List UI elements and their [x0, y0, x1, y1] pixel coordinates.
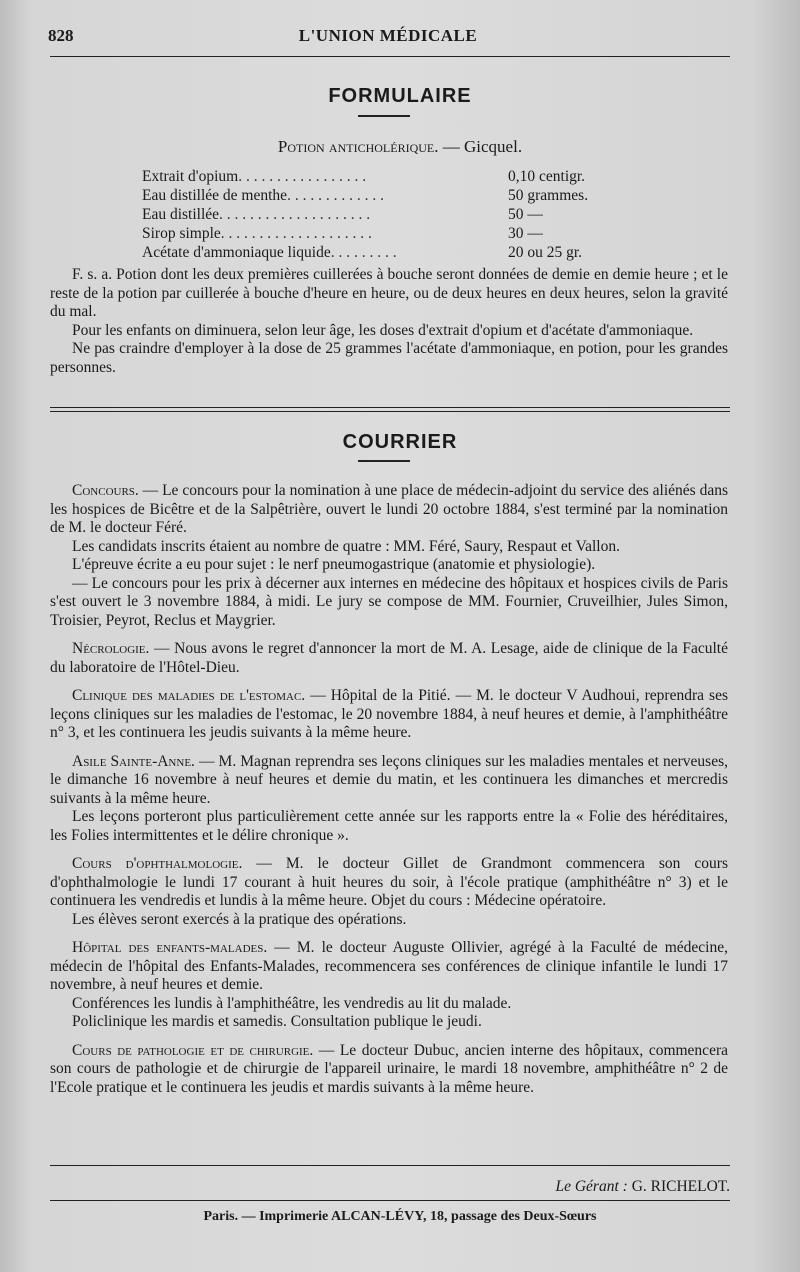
paragraph: Ne pas craindre d'employer à la dose de 25 grammes l'acétate d'ammoniaque, en potion, pour les grandes personnes.: [50, 340, 728, 376]
formulaire-heading: FORMULAIRE: [328, 85, 472, 107]
recipe-ingredient: Sirop simple: [142, 225, 221, 242]
item-lead: Nécrologie.: [72, 640, 150, 657]
formulaire-text: [50, 266, 728, 377]
leader-dots: . . . . . . . . . . . . . . . . . . . .: [219, 206, 371, 223]
section-rule: [50, 407, 730, 408]
printer-footer: Paris. — Imprimerie ALCAN-LÉVY, 18, passage des Deux-Sœurs: [203, 1209, 597, 1224]
leader-dots: . . . . . . . . . . . . .: [287, 187, 384, 204]
item-text: — Le docteur Dubuc, ancien interne des hôpitaux, commencera son cours de pathologie et de chirurgie de l'appareil urinaire, le mardi 18 novembre, amphithéâtre n° 2 de l'Ecole pratique et le continuera les jeudis et mardis suivants à la même heure.: [50, 1041, 728, 1096]
item-text: — M. Magnan reprendra ses leçons cliniques sur les maladies mentales et nerveuses, le dimanche 16 novembre à neuf heures et demie du matin, et les continuera les dimanches et mercredis suivants à la même heure.: [50, 752, 728, 807]
potion-title-name: Potion anticholérique.: [277, 137, 439, 156]
news-item: [50, 911, 728, 930]
news-item: [50, 1013, 728, 1032]
news-item: [50, 556, 728, 575]
news-item: [50, 538, 728, 557]
potion-title: [0, 137, 800, 157]
news-item: [50, 687, 728, 743]
recipe-row: [142, 186, 642, 205]
journal-title: L'UNION MÉDICALE: [298, 26, 478, 45]
page-number: 828: [48, 26, 74, 45]
paragraph: F. s. a. Potion dont les deux premières cuillerées à bouche seront données de demie en demie heure ; et le reste de la potion par cuillerée à bouche d'heure en heure, ou de deux heures en deux heures, selon la gravité du mal.: [50, 266, 728, 320]
recipe-dose: 20 ou 25 gr.: [508, 244, 583, 261]
item-text: Policlinique les mardis et samedis. Consultation publique le jeudi.: [72, 1013, 482, 1030]
recipe-ingredient: Eau distillée: [142, 206, 220, 223]
news-item: [50, 939, 728, 995]
paragraph: Pour les enfants on diminuera, selon leur âge, les doses d'extrait d'opium et d'acétate d'ammoniaque.: [72, 321, 694, 339]
closing-rule: [50, 1165, 730, 1166]
recipe-ingredient: Acétate d'ammoniaque liquide: [142, 244, 331, 261]
recipe-ingredient: Extrait d'opium: [142, 168, 239, 185]
item-lead: Asile Sainte-Anne.: [72, 752, 195, 770]
leader-dots: . . . . . . . . . . . . . . . . . . . .: [220, 225, 372, 242]
recipe-dose: 50 grammes.: [508, 187, 589, 204]
news-item: [50, 1042, 728, 1098]
item-text: — M. le docteur Auguste Ollivier, agrégé à la Faculté de médecine, médecin de l'hôpital des Enfants-Malades, recommencera ses conférences de clinique infantile le lundi 17 novembre, à neuf heures et demie.: [50, 939, 728, 993]
section-rule: [50, 411, 730, 412]
item-lead: Hôpital des enfants-malades.: [72, 939, 268, 956]
item-text: Conférences les lundis à l'amphithéâtre, les vendredis au lit du malade.: [72, 994, 512, 1012]
item-text: — Nous avons le regret d'annoncer la mort de M. A. Lesage, aide de clinique de la Faculté du laboratoire de l'Hôtel-Dieu.: [50, 640, 728, 676]
news-item: [50, 855, 728, 911]
item-text: Les élèves seront exercés à la pratique des opérations.: [72, 910, 407, 928]
courrier-heading: COURRIER: [342, 431, 458, 453]
item-lead: Concours.: [72, 482, 139, 499]
item-lead: Cours d'ophthalmologie.: [72, 855, 243, 872]
recipe-table: [142, 167, 642, 262]
news-item: [50, 808, 728, 845]
news-item: [50, 995, 728, 1014]
item-text: — M. le docteur Gillet de Grandmont commencera son cours d'ophthalmologie le lundi 17 courant à huit heures du soir, à l'école pratique (amphithéâtre n° 3) et le continuera les vendredis et lundis à la même heure. Objet du cours : Médecine opératoire.: [50, 855, 728, 909]
page-header: [48, 22, 728, 52]
item-text: — Le concours pour les prix à décerner aux internes en médecine des hôpitaux et hospices civils de Paris s'est ouvert le 3 novembre 1884, à midi. Le jury se compose de MM. Fournier, Cruveilhier, Jules Simon, Troisier, Peyrot, Reclus et Maygrier.: [50, 574, 728, 629]
formulaire-underline: [358, 115, 410, 117]
item-text: L'épreuve écrite a eu pour sujet : le nerf pneumogastrique (anatomie et physiologie).: [72, 556, 596, 573]
signature-name: G. RICHELOT.: [627, 1178, 730, 1195]
recipe-row: [142, 243, 642, 262]
item-text: — Hôpital de la Pitié. — M. le docteur V Audhoui, reprendra ses leçons cliniques sur les maladies de l'estomac, le 20 novembre 1884, à neuf heures et demie, à l'amphithéâtre n° 3, et les continuera les jeudis suivants à la même heure.: [50, 687, 728, 741]
courrier-underline: [358, 460, 410, 462]
recipe-row: [142, 224, 642, 243]
potion-title-author: — Gicquel.: [438, 137, 523, 156]
item-text: — Le concours pour la nomination à une place de médecin-adjoint du service des aliénés dans les hospices de Bicêtre et de la Salpêtrière, ouvert le lundi 20 octobre 1884, s'est terminé par la nomination de M. le docteur Féré.: [50, 482, 728, 536]
item-text: Les candidats inscrits étaient au nombre de quatre : MM. Féré, Saury, Respaut et Vallon.: [72, 537, 620, 555]
news-item: [50, 640, 728, 677]
news-item: [50, 575, 728, 631]
news-item: [50, 753, 728, 809]
recipe-ingredient: Eau distillée de menthe: [142, 187, 288, 204]
recipe-dose: 0,10 centigr.: [508, 168, 586, 185]
courrier-text: [50, 482, 728, 1097]
recipe-row: [142, 167, 642, 186]
leader-dots: . . . . . . . . . . . . . . . . .: [238, 168, 367, 185]
leader-dots: . . . . . . . . .: [330, 244, 397, 261]
recipe-dose: 50 —: [508, 206, 543, 223]
recipe-row: [142, 205, 642, 224]
news-item: [50, 482, 728, 538]
item-lead: Clinique des maladies de l'estomac.: [72, 687, 306, 704]
signature-label: Le Gérant :: [555, 1178, 628, 1195]
item-text: Les leçons porteront plus particulièrement cette année sur les rapports entre la « Folie des héréditaires, les Folies intermittentes et le délire chronique ».: [50, 808, 728, 844]
footer-rule: [50, 1200, 730, 1201]
recipe-dose: 30 —: [508, 225, 543, 242]
header-rule: [50, 56, 730, 57]
item-lead: Cours de pathologie et de chirurgie.: [72, 1041, 314, 1059]
signature: [555, 1178, 730, 1196]
